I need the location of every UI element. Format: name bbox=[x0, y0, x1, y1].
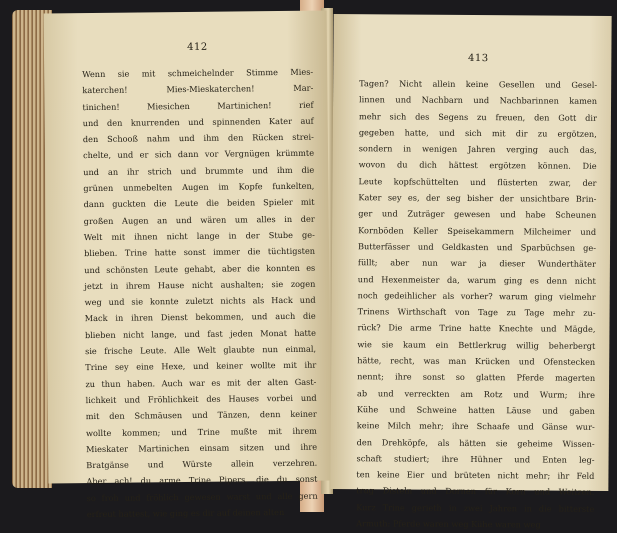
text-line: und an ihr strich und brummte und ihm die bbox=[83, 164, 315, 177]
text-line: wie sie kaum ein Bettlerkrug willig beherbergt bbox=[357, 338, 596, 351]
text-line: erfreut hattest, wie ging es dir auf deinen alten bbox=[86, 507, 285, 520]
text-line: sie frische Leute. Alle Welt glaubte nun einmal, bbox=[85, 343, 317, 357]
text-line: und den knurrenden und spinnenden Kater auf bbox=[82, 115, 314, 128]
text-line: und Hexenmeister da, warum ging es denn nicht bbox=[357, 273, 596, 286]
text-line: rück? Die arme Trine hatte Knechte und Mägde, bbox=[357, 322, 596, 335]
text-line: tinichen! Miesichen Martinichen! rief bbox=[82, 99, 314, 112]
text-line: Mack in ihren Dienst bekommen, und auch die bbox=[84, 311, 316, 324]
text-line: Leute kopfschüttelten und flüsterten zwar, der bbox=[358, 175, 597, 188]
text-line: noch gedeihlicher als vorher? warum ging vielmehr bbox=[357, 290, 596, 302]
text-line: Aber ach! du arme Trine Pipers, die du sonst bbox=[86, 474, 318, 487]
page-number-left: 412 bbox=[187, 41, 208, 53]
text-line: Bratgänse und Würste allein verzehren. bbox=[86, 457, 318, 471]
text-line: keine Milch mehr; ihre Schaafe und Gänse wur- bbox=[356, 420, 595, 433]
text-line: Butterfässer und Geldkasten und Sparbüchsen ge- bbox=[358, 241, 597, 253]
text-line: mit den Schmäusen und Tänzen, denn keiner bbox=[85, 408, 317, 422]
text-line: großen Augen an und wären um alles in der bbox=[83, 213, 315, 226]
text-line: Kornböden Keller Speisekammern Milcheimer und bbox=[358, 224, 597, 237]
right-page-text bbox=[356, 75, 597, 533]
text-line: mehr sich des Segens zu freuen, den Gott dir bbox=[358, 110, 597, 123]
text-line: Mieskater Martinichen einsam sitzen und ihre bbox=[86, 441, 318, 454]
text-line: Trinens Wirthschaft von Tage zu Tage mehr zu- bbox=[357, 306, 596, 319]
text-line: Kater sey es, der seg bisher der unsichtbare Brin- bbox=[358, 192, 597, 204]
text-line: so froh und fröhlich gewesen warst und alle gern bbox=[86, 490, 318, 503]
text-line: gegeben hatte, und sich mit dir zu ergötzen, bbox=[358, 127, 597, 139]
text-line: linnen und Nachbarn und Nachbarinnen kamen bbox=[359, 94, 598, 107]
text-line: dann guckten die Leute die beiden Spieler mit bbox=[83, 197, 315, 210]
text-line: und schönsten Leute gehabt, aber die konnten es bbox=[84, 262, 316, 275]
text-line: den Drehköpfe, als hätten sie geheime Wissen- bbox=[356, 436, 595, 449]
left-page-text bbox=[82, 64, 318, 523]
text-line: lichkeit und Fröhlichkeit des Hauses vorbei und bbox=[85, 392, 317, 406]
text-line: Wenn sie mit schmeichelnder Stimme Mies- bbox=[82, 66, 314, 80]
text-line: wollte kommen; und Trine mußte mit ihrem bbox=[85, 425, 317, 438]
text-line: Tagen? Nicht allein keine Gesellen und Gesel- bbox=[359, 78, 598, 90]
text-line: weg und sie konnte zuletzt nichts als Hack und bbox=[84, 294, 316, 308]
text-line: blieben nicht lange, und fast jeden Monat hatte bbox=[84, 327, 316, 340]
text-line: den Schooß nahm und ihm den Rücken strei- bbox=[82, 131, 314, 145]
text-line: füllt; aber nun war ja dieser Wunderthäter bbox=[357, 257, 596, 270]
text-line: sondern in wenigen Jahren verging auch das, bbox=[358, 143, 597, 156]
text-line: katerchen! Mies-Mieskaterchen! Mar- bbox=[82, 82, 314, 96]
right-page bbox=[330, 14, 611, 530]
text-line: jetzt in ihrem Hause nicht aushalten; sie zogen bbox=[84, 278, 316, 291]
text-line: grünen unmebelten Augen im Kopfe funkelten, bbox=[83, 180, 315, 194]
left-page bbox=[44, 11, 332, 520]
text-line: ab und verreckten am Rotz und Wurm; ihre bbox=[356, 387, 596, 400]
text-line: Kühe und Schweine hatten Läuse und gaben bbox=[356, 404, 595, 416]
text-line: hätte, recht, was man Krücken und Ofenstecken bbox=[357, 355, 596, 367]
text-line: schaft studiert; ihre Hühner und Enten leg- bbox=[356, 453, 595, 465]
text-line: zu thun haben. Auch war es mit der alten Gast- bbox=[85, 376, 317, 389]
text-line: Trine sey eine Hexe, und keiner wollte mit ihr bbox=[85, 360, 317, 373]
page-number-right: 413 bbox=[468, 52, 489, 65]
text-line: ten keine Eier und brüteten nicht mehr; ihr Feld bbox=[356, 469, 595, 481]
text-line: Welt mit ihnen nicht lange in der Stube ge- bbox=[83, 229, 315, 243]
text-line: Kurz Trine gerieth in zwei Jahren in die bitterste bbox=[356, 501, 595, 514]
text-line: ger und Zuträger gewesen und habe Scheunen bbox=[358, 208, 597, 221]
text-line: nennt; ihre sonst so glatten Pferde magerten bbox=[357, 371, 596, 384]
text-line: chelte, und er sich dann vor Vergnügen krümmte bbox=[82, 148, 315, 161]
text-line: Armuth: Pferde waren weg Kühe waren weg bbox=[356, 518, 541, 530]
text-line: wovon du dich hättest ergötzen können. Die bbox=[358, 159, 597, 172]
text-line: blieben. Trine hatte sonst immer die tüchtigsten bbox=[84, 245, 316, 259]
text-line: trug Disteln und Dornen für Korn und Weitzen. bbox=[356, 485, 595, 498]
